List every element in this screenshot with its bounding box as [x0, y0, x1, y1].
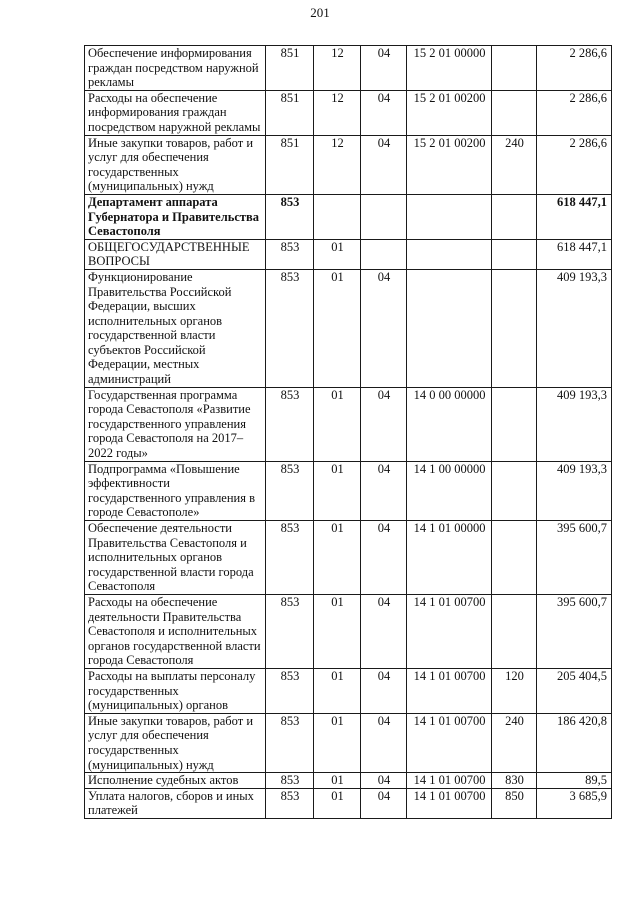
section-code-cell: 01: [314, 594, 361, 668]
row-name-cell: Расходы на выплаты персоналу государственных (муниципальных) органов: [85, 668, 266, 713]
ved-code-cell: 851: [266, 90, 314, 135]
table-row: [85, 269, 612, 387]
ved-code-cell: 853: [266, 594, 314, 668]
ved-code-cell: 853: [266, 713, 314, 772]
table-row: [85, 594, 612, 668]
section-code-cell: 12: [314, 90, 361, 135]
table-row: [85, 194, 612, 239]
subsection-code-cell: 04: [361, 773, 407, 789]
ved-code-cell: 853: [266, 387, 314, 461]
expense-type-code-cell: [492, 239, 537, 269]
subsection-code-cell: [361, 194, 407, 239]
page-number: 201: [310, 5, 330, 20]
row-name-cell: Подпрограмма «Повышение эффективности государственного управления в городе Севастополе»: [85, 461, 266, 520]
table-row: [85, 773, 612, 789]
section-code-cell: 01: [314, 713, 361, 772]
amount-cell: 395 600,7: [537, 594, 612, 668]
amount-cell: 186 420,8: [537, 713, 612, 772]
target-item-code-cell: 15 2 01 00200: [407, 90, 492, 135]
amount-cell: 2 286,6: [537, 135, 612, 194]
row-name-cell: Исполнение судебных актов: [85, 773, 266, 789]
ved-code-cell: 853: [266, 461, 314, 520]
row-name-cell: Иные закупки товаров, работ и услуг для обеспечения государственных (муниципальных) нужд: [85, 135, 266, 194]
row-name-cell: Обеспечение деятельности Правительства Севастополя и исполнительных органов государственной власти города Севастополя: [85, 521, 266, 595]
ved-code-cell: 853: [266, 773, 314, 789]
section-code-cell: 01: [314, 788, 361, 818]
ved-code-cell: 853: [266, 269, 314, 387]
expense-type-code-cell: [492, 461, 537, 520]
amount-cell: 395 600,7: [537, 521, 612, 595]
section-code-cell: 01: [314, 269, 361, 387]
expense-type-code-cell: [492, 269, 537, 387]
table-row: [85, 387, 612, 461]
subsection-code-cell: 04: [361, 461, 407, 520]
section-code-cell: 01: [314, 239, 361, 269]
section-code-cell: 01: [314, 668, 361, 713]
amount-cell: 409 193,3: [537, 269, 612, 387]
expense-type-code-cell: 850: [492, 788, 537, 818]
row-name-cell: Функционирование Правительства Российской Федерации, высших исполнительных органов государственной власти субъектов Российской Федерации, местных администраций: [85, 269, 266, 387]
row-name-cell: Обеспечение информирования граждан посредством наружной рекламы: [85, 46, 266, 91]
table-row: [85, 788, 612, 818]
target-item-code-cell: 14 1 01 00700: [407, 773, 492, 789]
subsection-code-cell: 04: [361, 594, 407, 668]
target-item-code-cell: 14 1 01 00700: [407, 668, 492, 713]
amount-cell: 409 193,3: [537, 387, 612, 461]
expense-type-code-cell: 830: [492, 773, 537, 789]
amount-cell: 618 447,1: [537, 194, 612, 239]
amount-cell: 89,5: [537, 773, 612, 789]
section-code-cell: 12: [314, 135, 361, 194]
ved-code-cell: 853: [266, 668, 314, 713]
table-row: [85, 90, 612, 135]
subsection-code-cell: [361, 239, 407, 269]
section-code-cell: 12: [314, 46, 361, 91]
subsection-code-cell: 04: [361, 521, 407, 595]
table-row: [85, 46, 612, 91]
target-item-code-cell: 14 0 00 00000: [407, 387, 492, 461]
ved-code-cell: 851: [266, 46, 314, 91]
target-item-code-cell: 14 1 01 00700: [407, 713, 492, 772]
row-name-cell: Департамент аппарата Губернатора и Правительства Севастополя: [85, 194, 266, 239]
section-code-cell: 01: [314, 773, 361, 789]
expense-type-code-cell: [492, 194, 537, 239]
table-row: [85, 668, 612, 713]
section-code-cell: 01: [314, 521, 361, 595]
amount-cell: 3 685,9: [537, 788, 612, 818]
target-item-code-cell: 15 2 01 00200: [407, 135, 492, 194]
budget-table: [84, 45, 612, 819]
target-item-code-cell: 14 1 01 00700: [407, 594, 492, 668]
subsection-code-cell: 04: [361, 788, 407, 818]
subsection-code-cell: 04: [361, 269, 407, 387]
target-item-code-cell: 14 1 00 00000: [407, 461, 492, 520]
table-row: [85, 521, 612, 595]
section-code-cell: 01: [314, 387, 361, 461]
amount-cell: 2 286,6: [537, 90, 612, 135]
section-code-cell: [314, 194, 361, 239]
subsection-code-cell: 04: [361, 90, 407, 135]
table-row: [85, 713, 612, 772]
ved-code-cell: 853: [266, 239, 314, 269]
target-item-code-cell: 14 1 01 00700: [407, 788, 492, 818]
subsection-code-cell: 04: [361, 668, 407, 713]
expense-type-code-cell: [492, 46, 537, 91]
subsection-code-cell: 04: [361, 46, 407, 91]
expense-type-code-cell: 120: [492, 668, 537, 713]
amount-cell: 205 404,5: [537, 668, 612, 713]
expense-type-code-cell: [492, 594, 537, 668]
ved-code-cell: 853: [266, 194, 314, 239]
expense-type-code-cell: 240: [492, 135, 537, 194]
table-row: [85, 461, 612, 520]
section-code-cell: 01: [314, 461, 361, 520]
row-name-cell: ОБЩЕГОСУДАРСТВЕННЫЕ ВОПРОСЫ: [85, 239, 266, 269]
expense-type-code-cell: [492, 521, 537, 595]
amount-cell: 2 286,6: [537, 46, 612, 91]
subsection-code-cell: 04: [361, 135, 407, 194]
expense-type-code-cell: 240: [492, 713, 537, 772]
target-item-code-cell: [407, 239, 492, 269]
subsection-code-cell: 04: [361, 387, 407, 461]
table-row: [85, 239, 612, 269]
table-row: [85, 135, 612, 194]
target-item-code-cell: [407, 269, 492, 387]
ved-code-cell: 851: [266, 135, 314, 194]
target-item-code-cell: 15 2 01 00000: [407, 46, 492, 91]
table-body: [85, 46, 612, 819]
row-name-cell: Уплата налогов, сборов и иных платежей: [85, 788, 266, 818]
row-name-cell: Расходы на обеспечение деятельности Правительства Севастополя и исполнительных органов государственной власти города Севастополя: [85, 594, 266, 668]
target-item-code-cell: [407, 194, 492, 239]
row-name-cell: Государственная программа города Севастополя «Развитие государственного управления города Севастополя на 2017–2022 годы»: [85, 387, 266, 461]
expense-type-code-cell: [492, 90, 537, 135]
target-item-code-cell: 14 1 01 00000: [407, 521, 492, 595]
row-name-cell: Иные закупки товаров, работ и услуг для обеспечения государственных (муниципальных) нужд: [85, 713, 266, 772]
subsection-code-cell: 04: [361, 713, 407, 772]
ved-code-cell: 853: [266, 521, 314, 595]
row-name-cell: Расходы на обеспечение информирования граждан посредством наружной рекламы: [85, 90, 266, 135]
amount-cell: 618 447,1: [537, 239, 612, 269]
expense-type-code-cell: [492, 387, 537, 461]
amount-cell: 409 193,3: [537, 461, 612, 520]
ved-code-cell: 853: [266, 788, 314, 818]
